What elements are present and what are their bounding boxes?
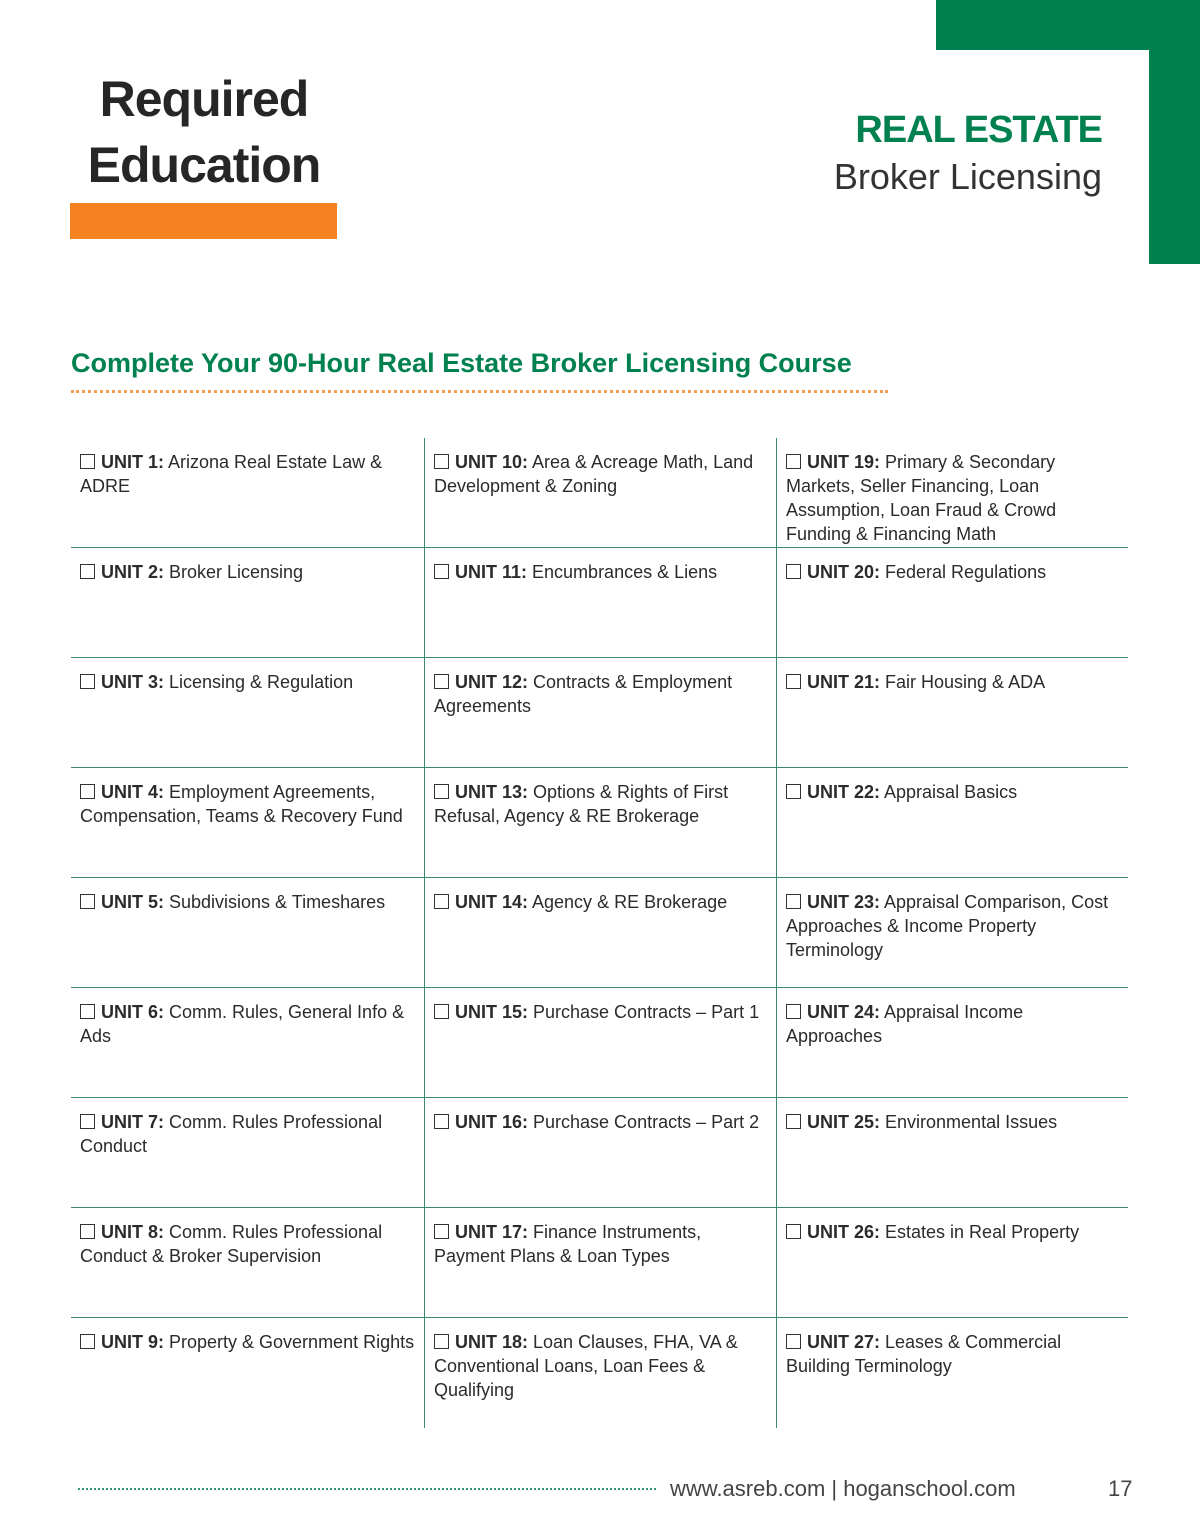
- checkbox[interactable]: [786, 1224, 801, 1239]
- unit-label: UNIT 3:: [101, 672, 164, 692]
- unit-label: UNIT 19:: [807, 452, 881, 472]
- unit-label: UNIT 10:: [455, 452, 529, 472]
- unit-text: Subdivisions & Timeshares: [164, 892, 386, 912]
- unit-text: Purchase Contracts – Part 2: [528, 1112, 760, 1132]
- unit-label: UNIT 15:: [455, 1002, 529, 1022]
- unit-label: UNIT 1:: [101, 452, 164, 472]
- unit-cell: [71, 1098, 424, 1208]
- unit-cell: [776, 768, 1128, 878]
- unit-label: UNIT 23:: [807, 892, 881, 912]
- unit-label: UNIT 8:: [101, 1222, 164, 1242]
- unit-cell: [71, 1318, 424, 1428]
- unit-text: Arizona Real Estate Law & ADRE: [80, 452, 383, 496]
- unit-text: Employment Agreements, Compensation, Teams & Recovery Fund: [80, 782, 403, 826]
- unit-text: Appraisal Basics: [880, 782, 1018, 802]
- checkbox[interactable]: [80, 674, 95, 689]
- unit-text: Area & Acreage Math, Land Development & Zoning: [434, 452, 754, 496]
- footer-dotted-rule: [78, 1488, 656, 1490]
- unit-text: Appraisal Income Approaches: [786, 1002, 1024, 1046]
- checkbox[interactable]: [434, 1004, 449, 1019]
- checkbox[interactable]: [434, 674, 449, 689]
- unit-cell: [776, 1208, 1128, 1318]
- checkbox[interactable]: [80, 564, 95, 579]
- unit-label: UNIT 4:: [101, 782, 164, 802]
- brand-subtitle: Broker Licensing: [833, 156, 1102, 197]
- unit-text: Comm. Rules, General Info & Ads: [80, 1002, 405, 1046]
- unit-cell: [424, 988, 776, 1098]
- orange-accent-bar: [70, 203, 337, 239]
- unit-cell: [776, 988, 1128, 1098]
- checkbox[interactable]: [786, 894, 801, 909]
- unit-text: Options & Rights of First Refusal, Agency & RE Brokerage: [434, 782, 729, 826]
- unit-text: Comm. Rules Professional Conduct & Broker Supervision: [80, 1222, 383, 1266]
- unit-cell: [424, 548, 776, 658]
- unit-text: Primary & Secondary Markets, Seller Financing, Loan Assumption, Loan Fraud & Crowd Funding & Financing Math: [786, 452, 1057, 544]
- checkbox[interactable]: [80, 894, 95, 909]
- unit-cell: [424, 658, 776, 768]
- unit-label: UNIT 17:: [455, 1222, 529, 1242]
- checkbox[interactable]: [434, 1114, 449, 1129]
- unit-label: UNIT 18:: [455, 1332, 529, 1352]
- unit-cell: [776, 438, 1128, 548]
- footer-websites: www.asreb.com | hoganschool.com: [670, 1476, 1016, 1501]
- unit-cell: [424, 1318, 776, 1428]
- unit-text: Estates in Real Property: [880, 1222, 1080, 1242]
- page-heading: [70, 66, 338, 198]
- unit-text: Fair Housing & ADA: [880, 672, 1046, 692]
- unit-cell: [776, 658, 1128, 768]
- course-title: Complete Your 90-Hour Real Estate Broker Licensing Course: [71, 348, 852, 378]
- heading-line-2: Education: [87, 137, 321, 193]
- unit-text: Broker Licensing: [164, 562, 304, 582]
- checkbox[interactable]: [786, 1004, 801, 1019]
- unit-label: UNIT 22:: [807, 782, 881, 802]
- checkbox[interactable]: [786, 564, 801, 579]
- unit-cell: [71, 1208, 424, 1318]
- unit-cell: [71, 658, 424, 768]
- checkbox[interactable]: [434, 454, 449, 469]
- unit-cell: [71, 768, 424, 878]
- checkbox[interactable]: [786, 674, 801, 689]
- heading-line-1: Required: [99, 71, 309, 127]
- checkbox[interactable]: [80, 454, 95, 469]
- unit-label: UNIT 11:: [455, 562, 528, 582]
- unit-cell: [776, 878, 1128, 988]
- unit-cell: [776, 1318, 1128, 1428]
- unit-label: UNIT 20:: [807, 562, 881, 582]
- unit-label: UNIT 13:: [455, 782, 529, 802]
- unit-cell: [424, 1208, 776, 1318]
- unit-label: UNIT 6:: [101, 1002, 164, 1022]
- brand-block: [834, 106, 1102, 200]
- unit-text: Property & Government Rights: [164, 1332, 415, 1352]
- checkbox[interactable]: [434, 894, 449, 909]
- unit-text: Encumbrances & Liens: [527, 562, 718, 582]
- unit-text: Loan Clauses, FHA, VA & Conventional Loans, Loan Fees & Qualifying: [434, 1332, 738, 1400]
- unit-cell: [424, 1098, 776, 1208]
- checkbox[interactable]: [786, 784, 801, 799]
- unit-cell: [71, 438, 424, 548]
- unit-cell: [424, 768, 776, 878]
- checkbox[interactable]: [786, 1114, 801, 1129]
- checkbox[interactable]: [786, 454, 801, 469]
- unit-cell: [424, 878, 776, 988]
- unit-text: Federal Regulations: [880, 562, 1047, 582]
- unit-label: UNIT 24:: [807, 1002, 881, 1022]
- brand-title: REAL ESTATE: [855, 109, 1102, 151]
- unit-label: UNIT 21:: [807, 672, 881, 692]
- unit-label: UNIT 16:: [455, 1112, 529, 1132]
- unit-cell: [71, 878, 424, 988]
- unit-cell: [424, 438, 776, 548]
- unit-text: Finance Instruments, Payment Plans & Loan Types: [434, 1222, 702, 1266]
- unit-cell: [776, 1098, 1128, 1208]
- checkbox[interactable]: [786, 1334, 801, 1349]
- unit-cell: [776, 548, 1128, 658]
- unit-label: UNIT 9:: [101, 1332, 164, 1352]
- checkbox[interactable]: [80, 1114, 95, 1129]
- unit-text: Environmental Issues: [880, 1112, 1058, 1132]
- unit-cell: [71, 988, 424, 1098]
- unit-label: UNIT 26:: [807, 1222, 881, 1242]
- unit-label: UNIT 2:: [101, 562, 164, 582]
- unit-label: UNIT 25:: [807, 1112, 881, 1132]
- checkbox[interactable]: [80, 1334, 95, 1349]
- checkbox[interactable]: [80, 1004, 95, 1019]
- checkbox[interactable]: [80, 1224, 95, 1239]
- unit-checklist-grid: [71, 438, 1128, 1429]
- checkbox[interactable]: [434, 784, 449, 799]
- checkbox[interactable]: [434, 564, 449, 579]
- unit-text: Licensing & Regulation: [164, 672, 354, 692]
- checkbox[interactable]: [434, 1334, 449, 1349]
- checkbox[interactable]: [434, 1224, 449, 1239]
- unit-text: Comm. Rules Professional Conduct: [80, 1112, 383, 1156]
- unit-text: Agency & RE Brokerage: [528, 892, 728, 912]
- unit-text: Leases & Commercial Building Terminology: [786, 1332, 1062, 1376]
- unit-label: UNIT 14:: [455, 892, 529, 912]
- unit-text: Appraisal Comparison, Cost Approaches & Income Property Terminology: [786, 892, 1109, 960]
- unit-label: UNIT 7:: [101, 1112, 164, 1132]
- unit-text: Purchase Contracts – Part 1: [528, 1002, 760, 1022]
- unit-label: UNIT 5:: [101, 892, 164, 912]
- page-number: 17: [1108, 1476, 1133, 1501]
- unit-text: Contracts & Employment Agreements: [434, 672, 733, 716]
- unit-cell: [71, 548, 424, 658]
- dotted-divider: [71, 390, 888, 393]
- unit-label: UNIT 12:: [455, 672, 529, 692]
- green-corner-bar-side: [1149, 0, 1200, 264]
- checkbox[interactable]: [80, 784, 95, 799]
- unit-label: UNIT 27:: [807, 1332, 881, 1352]
